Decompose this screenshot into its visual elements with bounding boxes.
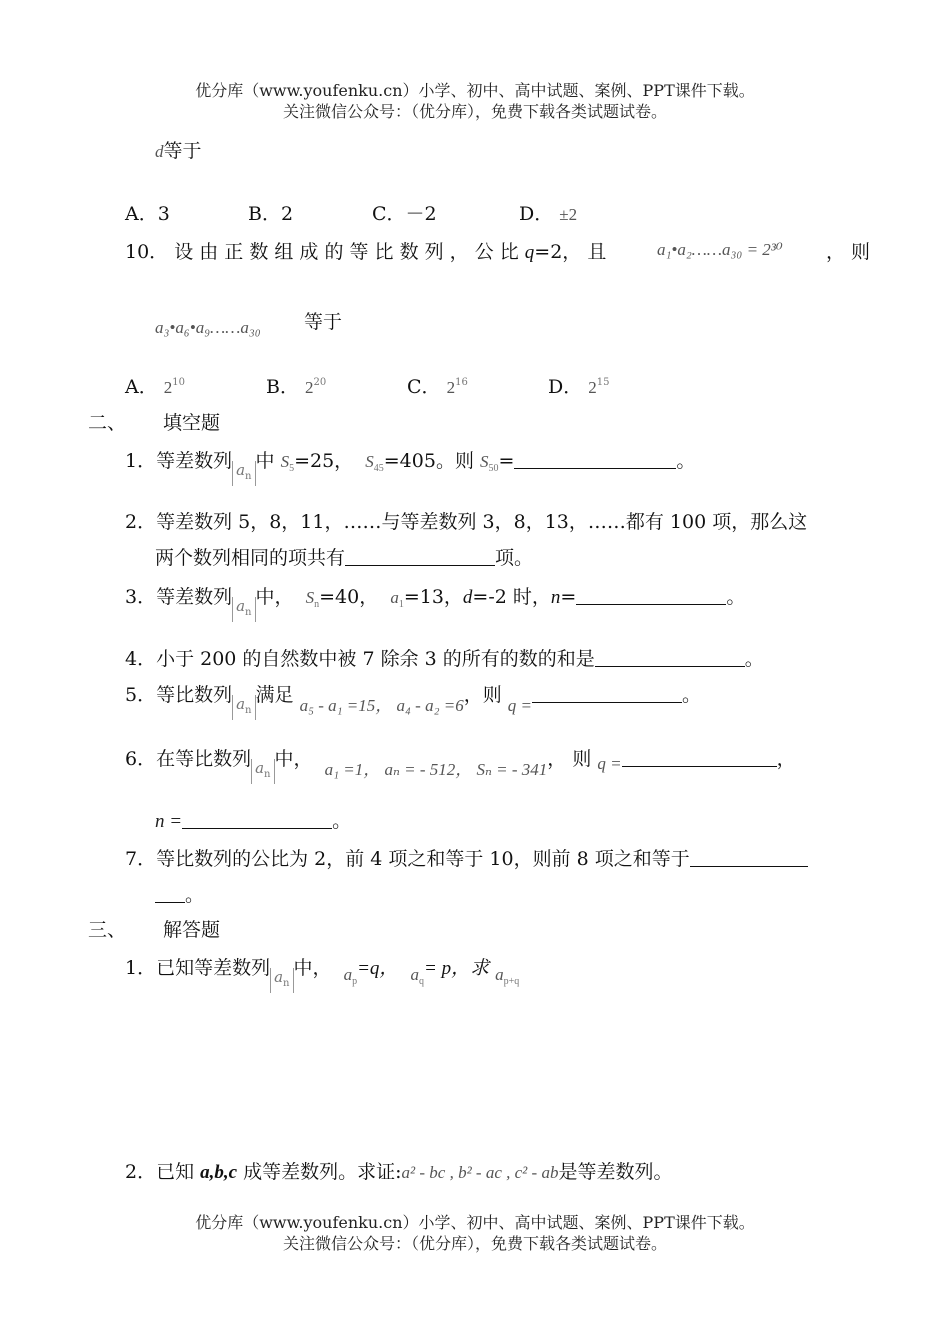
section-3-number: 三、: [88, 919, 127, 941]
section-2-title: 填空题: [163, 412, 221, 434]
q9-option-a: A．3: [125, 203, 170, 225]
q10-stem: 10． 设 由 正 数 组 成 的 等 比 数 列 ， 公 比 q=2， 且: [125, 241, 607, 263]
fill-6-n-blank[interactable]: [182, 810, 332, 829]
q10-tail: ， 则: [826, 241, 871, 263]
q10-expression: a₃•a₆•a₉……a₃₀: [155, 318, 261, 337]
fill-item-2-line1: 2．等差数列 5，8，11，……与等差数列 3，8，13，……都有 100 项，那么这: [125, 511, 808, 533]
fill-7-blank-b[interactable]: [155, 884, 185, 903]
q9-continuation: [155, 136, 202, 163]
fill-item-5: 5．等比数列 $a_n$满足 a₅ - a₁ =15， a₄ - a₂ =6，则 q = 。: [125, 680, 701, 720]
section-3-title: 解答题: [163, 919, 221, 941]
fill-item-2-line2: 两个数列相同的项共有 项。: [155, 547, 534, 569]
fill-4-blank[interactable]: [595, 648, 745, 667]
page-header-line2: 关注微信公众号：（优分库），免费下载各类试题试卷。: [282, 102, 667, 121]
page-header-line1: 优分库（www.youfenku.cn）小学、初中、高中试题、案例、PPT课件下载。: [195, 81, 755, 100]
q10-condition: a₁•a₂……a₃₀ = 2³⁰: [657, 240, 783, 259]
fill-item-4: 4．小于 200 的自然数中被 7 除余 3 的所有的数的和是 。: [125, 648, 764, 670]
fill-6-q-blank[interactable]: [622, 748, 777, 767]
fill-5-blank[interactable]: [532, 684, 682, 703]
fill-item-6-n: n = 。: [155, 810, 352, 832]
q9-option-d: D． ±2: [519, 203, 578, 225]
fill-7-blank-a[interactable]: [690, 848, 808, 867]
page-footer-line2: 关注微信公众号：（优分库），免费下载各类试题试卷。: [282, 1234, 667, 1253]
fill-2-blank[interactable]: [345, 547, 495, 566]
q10-option-d: D． $2^{15}$: [548, 376, 610, 398]
q10-option-c: C． $2^{16}$: [407, 376, 468, 398]
fill-item-3: 3．等差数列 $a_n$中， $S_n=40$， $a_1=13$，d=-2 时，n= 。: [125, 582, 745, 622]
section-2-number: 二、: [88, 412, 127, 434]
answer-item-1: 1．已知等差数列 $a_n$中， $a_p=q$， $a_q= p$，求 $a_{p+q}$: [125, 953, 519, 993]
fill-item-7: 7．等比数列的公比为 2，前 4 项之和等于 10，则前 8 项之和等于: [125, 844, 808, 871]
q10-option-b: B． $2^{20}$: [266, 376, 327, 398]
fill-item-7-line2: 。: [155, 880, 204, 907]
fill-item-1: 1．等差数列 $a_n$中 $S_5=25$， $S_{45}=405$。则 $S_{50}=$ 。: [125, 446, 695, 486]
answer-item-2: 2．已知 a,b,c 成等差数列。求证:a² - bc , b² - ac , c² - ab是等差数列。: [125, 1161, 673, 1183]
fill-3-blank[interactable]: [576, 586, 726, 605]
q9-var-d: d: [155, 142, 164, 161]
fill-1-blank[interactable]: [514, 450, 676, 469]
fill-item-6: 6．在等比数列 $a_n$中， a₁ =1， aₙ = - 512， Sₙ = - 341， 则 q = ，: [125, 744, 796, 784]
page-footer-line1: 优分库（www.youfenku.cn）小学、初中、高中试题、案例、PPT课件下载。: [195, 1213, 755, 1232]
q9-cont-text: 等于: [163, 140, 202, 162]
q9-option-b: B．2: [248, 203, 294, 225]
q10-option-a: A． $2^{10}$: [125, 376, 186, 398]
q9-option-c: C．－2: [372, 203, 437, 225]
q10-expr-tail: 等于: [304, 311, 343, 333]
